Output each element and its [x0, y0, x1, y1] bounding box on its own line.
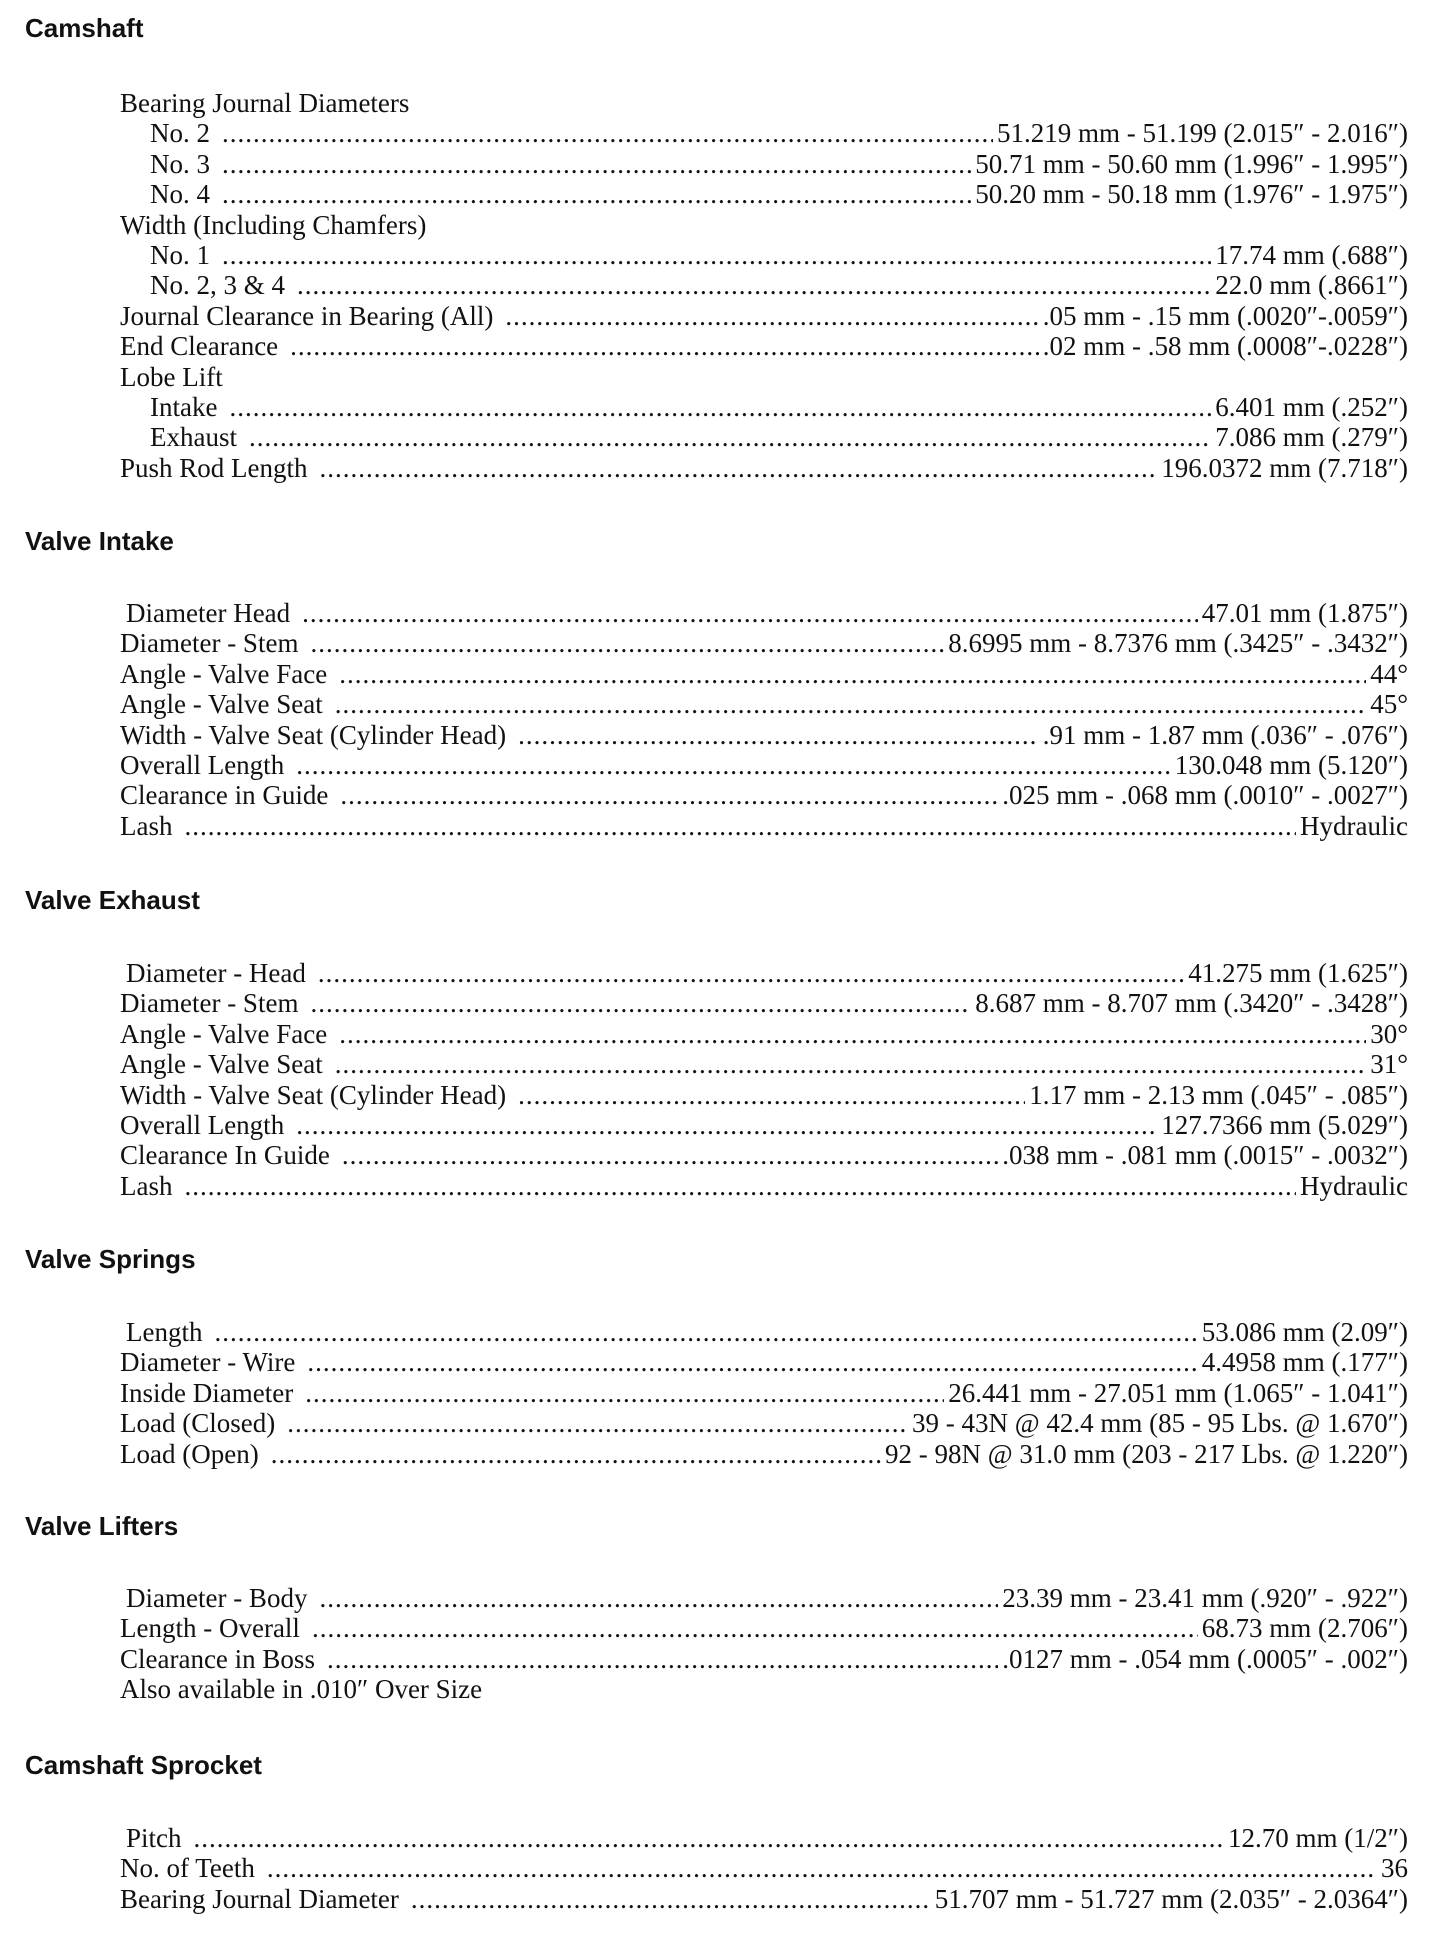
spec-label: Angle - Valve Face [120, 658, 328, 689]
spec-value: 39 - 43N @ 42.4 mm (85 - 95 Lbs. @ 1.670″) [912, 1408, 1408, 1439]
dot-leader [184, 1171, 1296, 1201]
dot-leader [518, 1080, 1025, 1110]
spec-label: Length - Overall [120, 1613, 300, 1644]
spec-value: 1.17 mm - 2.13 mm (.045″ - .085″) [1029, 1079, 1408, 1110]
spec-row [120, 1347, 1408, 1377]
spec-value: .038 mm - .081 mm (.0015″ - .0032″) [1002, 1140, 1408, 1171]
spec-label: Diameter - Body [126, 1583, 308, 1613]
dot-leader [184, 811, 1296, 841]
spec-label: Load (Open) [120, 1438, 259, 1469]
spec-row [120, 1140, 1408, 1170]
spec-label: Diameter Head [126, 598, 291, 628]
spec-row [120, 1644, 1408, 1674]
spec-list-camshaft-sprocket [120, 1823, 1408, 1914]
spec-value: .025 mm - .068 mm (.0010″ - .0027″) [1002, 780, 1408, 811]
spec-row [120, 1171, 1408, 1201]
dot-leader [287, 1408, 908, 1438]
spec-label: No. 2, 3 & 4 [150, 270, 285, 301]
spec-label: Lash [120, 1170, 173, 1201]
spec-value: 92 - 98N @ 31.0 mm (203 - 217 Lbs. @ 1.220″) [885, 1438, 1408, 1469]
spec-label: Lobe Lift [120, 361, 223, 392]
dot-leader [296, 1110, 1157, 1140]
dot-leader [222, 118, 993, 148]
spec-label: Diameter - Wire [120, 1347, 296, 1378]
dot-leader [222, 149, 971, 179]
spec-value: 44° [1370, 658, 1408, 689]
dot-leader [411, 1884, 931, 1914]
spec-label: Diameter - Stem [120, 628, 299, 659]
spec-row [120, 301, 1408, 331]
section-title-valve-lifters: Valve Lifters [25, 1511, 179, 1541]
spec-label: Width (Including Chamfers) [120, 209, 427, 240]
spec-label: Bearing Journal Diameter [120, 1883, 399, 1914]
spec-value: 51.707 mm - 51.727 mm (2.035″ - 2.0364″) [934, 1883, 1408, 1914]
spec-row [120, 780, 1408, 810]
spec-value: 50.71 mm - 50.60 mm (1.996″ - 1.995″) [975, 148, 1408, 179]
dot-leader [320, 453, 1158, 483]
dot-leader [312, 1613, 1198, 1643]
spec-row [120, 1110, 1408, 1140]
dot-leader [297, 270, 1211, 300]
dot-leader [327, 1644, 998, 1674]
spec-label: Diameter - Stem [120, 988, 299, 1019]
spec-row [120, 720, 1408, 750]
spec-subheading [120, 88, 1408, 118]
dot-leader [335, 1049, 1366, 1079]
spec-row [120, 1884, 1408, 1914]
spec-row [120, 1019, 1408, 1049]
spec-row [120, 422, 1408, 452]
dot-leader [214, 1317, 1197, 1347]
spec-value: .02 mm - .58 mm (.0008″-.0228″) [1042, 331, 1408, 362]
spec-value: Hydraulic [1300, 810, 1408, 841]
spec-value: 8.6995 mm - 8.7376 mm (.3425″ - .3432″) [948, 628, 1408, 659]
spec-value: 23.39 mm - 23.41 mm (.920″ - .922″) [1002, 1583, 1408, 1613]
spec-label: Length [126, 1317, 203, 1347]
spec-value: 45° [1370, 689, 1408, 720]
spec-label: Overall Length [120, 1109, 285, 1140]
dot-leader [302, 598, 1198, 628]
spec-value: 22.0 mm (.8661″) [1215, 270, 1408, 301]
spec-label: Intake [150, 391, 218, 422]
spec-value: 12.70 mm (1/2″) [1228, 1823, 1408, 1853]
spec-label: Angle - Valve Face [120, 1018, 328, 1049]
spec-list-valve-exhaust [120, 958, 1408, 1201]
spec-value: 68.73 mm (2.706″) [1201, 1613, 1408, 1644]
spec-label: Width - Valve Seat (Cylinder Head) [120, 1079, 507, 1110]
section-title-valve-exhaust: Valve Exhaust [25, 885, 200, 915]
dot-leader [194, 1823, 1225, 1853]
spec-row [120, 988, 1408, 1018]
spec-row [120, 179, 1408, 209]
spec-value: 17.74 mm (.688″) [1215, 239, 1408, 270]
spec-value: 36 [1381, 1853, 1408, 1884]
spec-value: 130.048 mm (5.120″) [1174, 749, 1408, 780]
spec-row [120, 453, 1408, 483]
spec-value: Hydraulic [1300, 1170, 1408, 1201]
spec-note [120, 1674, 1408, 1704]
spec-row [120, 750, 1408, 780]
spec-value: 50.20 mm - 50.18 mm (1.976″ - 1.975″) [975, 179, 1408, 210]
spec-value: 47.01 mm (1.875″) [1201, 598, 1408, 628]
spec-label: Clearance in Guide [120, 780, 329, 811]
spec-label: Also available in .010″ Over Size [120, 1674, 483, 1705]
spec-row [120, 958, 1408, 988]
spec-row [120, 1378, 1408, 1408]
spec-row [120, 1583, 1408, 1613]
spec-label: Load (Closed) [120, 1408, 276, 1439]
dot-leader [222, 179, 971, 209]
spec-list-valve-intake [120, 598, 1408, 841]
dot-leader [296, 750, 1171, 780]
spec-label: No. 2 [150, 118, 210, 149]
spec-label: Bearing Journal Diameters [120, 88, 410, 118]
spec-row [120, 270, 1408, 300]
section-title-valve-intake: Valve Intake [25, 526, 174, 556]
dot-leader [318, 958, 1184, 988]
spec-value: 4.4958 mm (.177″) [1201, 1347, 1408, 1378]
spec-value: 30° [1370, 1018, 1408, 1049]
spec-label: Diameter - Head [126, 958, 306, 988]
dot-leader [339, 659, 1366, 689]
dot-leader [340, 780, 998, 810]
dot-leader [342, 1140, 998, 1170]
spec-value: 8.687 mm - 8.707 mm (.3420″ - .3428″) [975, 988, 1408, 1019]
spec-label: Overall Length [120, 749, 285, 780]
spec-row [120, 392, 1408, 422]
spec-label: No. 3 [150, 148, 210, 179]
section-title-camshaft-sprocket: Camshaft Sprocket [25, 1750, 262, 1780]
spec-row [120, 240, 1408, 270]
dot-leader [518, 720, 1039, 750]
spec-list-camshaft [120, 88, 1408, 483]
dot-leader [319, 1583, 998, 1613]
spec-value: 127.7366 mm (5.029″) [1161, 1109, 1408, 1140]
spec-row [120, 331, 1408, 361]
spec-value: 6.401 mm (.252″) [1215, 391, 1408, 422]
spec-label: Clearance In Guide [120, 1140, 330, 1171]
spec-row [120, 1049, 1408, 1079]
spec-subheading [120, 210, 1408, 240]
spec-value: .91 mm - 1.87 mm (.036″ - .076″) [1042, 719, 1408, 750]
spec-label: No. 4 [150, 179, 210, 210]
spec-value: 41.275 mm (1.625″) [1188, 958, 1408, 988]
dot-leader [229, 392, 1211, 422]
spec-label: Pitch [126, 1823, 182, 1853]
dot-leader [290, 331, 1039, 361]
spec-label: End Clearance [120, 331, 279, 362]
spec-row [120, 659, 1408, 689]
dot-leader [249, 422, 1211, 452]
spec-label: Push Rod Length [120, 452, 308, 483]
spec-value: 196.0372 mm (7.718″) [1161, 452, 1408, 483]
dot-leader [505, 301, 1038, 331]
spec-row [120, 118, 1408, 148]
spec-label: Clearance in Boss [120, 1643, 315, 1674]
dot-leader [339, 1019, 1366, 1049]
spec-row [120, 689, 1408, 719]
spec-value: 7.086 mm (.279″) [1215, 422, 1408, 453]
spec-row [120, 1823, 1408, 1853]
dot-leader [222, 240, 1211, 270]
spec-row [120, 1439, 1408, 1469]
dot-leader [335, 689, 1366, 719]
dot-leader [271, 1439, 881, 1469]
spec-value: .05 mm - .15 mm (.0020″-.0059″) [1042, 300, 1408, 331]
dot-leader [307, 1347, 1197, 1377]
spec-label: Angle - Valve Seat [120, 1049, 323, 1080]
spec-label: Lash [120, 810, 173, 841]
spec-value: 26.441 mm - 27.051 mm (1.065″ - 1.041″) [948, 1377, 1408, 1408]
spec-row [120, 628, 1408, 658]
spec-list-valve-lifters [120, 1583, 1408, 1705]
spec-label: Width - Valve Seat (Cylinder Head) [120, 719, 507, 750]
section-title-valve-springs: Valve Springs [25, 1244, 196, 1274]
spec-row [120, 149, 1408, 179]
spec-value: 31° [1370, 1049, 1408, 1080]
dot-leader [310, 628, 944, 658]
spec-row [120, 811, 1408, 841]
spec-list-valve-springs [120, 1317, 1408, 1469]
spec-row [120, 598, 1408, 628]
spec-value: 51.219 mm - 51.199 (2.015″ - 2.016″) [997, 118, 1408, 149]
spec-value: .0127 mm - .054 mm (.0005″ - .002″) [1002, 1643, 1408, 1674]
dot-leader [310, 988, 971, 1018]
spec-label: Exhaust [150, 422, 237, 453]
spec-label: No. 1 [150, 239, 210, 270]
spec-row [120, 1317, 1408, 1347]
spec-label: No. of Teeth [120, 1853, 255, 1884]
section-title-camshaft: Camshaft [25, 13, 144, 43]
spec-label: Journal Clearance in Bearing (All) [120, 300, 494, 331]
spec-subheading [120, 362, 1408, 392]
spec-row [120, 1408, 1408, 1438]
dot-leader [267, 1853, 1377, 1883]
spec-row [120, 1613, 1408, 1643]
spec-label: Inside Diameter [120, 1377, 294, 1408]
spec-row [120, 1853, 1408, 1883]
spec-value: 53.086 mm (2.09″) [1201, 1317, 1408, 1347]
spec-row [120, 1080, 1408, 1110]
dot-leader [305, 1378, 944, 1408]
spec-label: Angle - Valve Seat [120, 689, 323, 720]
